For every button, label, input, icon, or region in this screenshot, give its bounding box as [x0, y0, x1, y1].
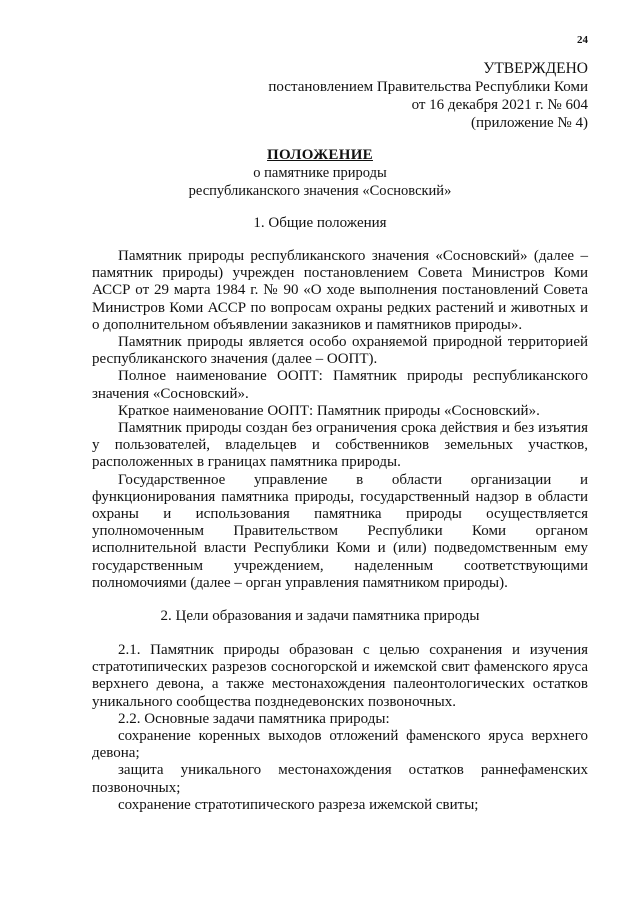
approval-line-2: постановлением Правительства Республики Коми [268, 79, 588, 95]
document-subtitle-line-1: о памятнике природы [253, 165, 387, 181]
section-2-body [92, 642, 588, 814]
approval-line-4: (приложение № 4) [470, 115, 588, 131]
approval-stamp [268, 60, 588, 132]
section-1-heading: 1. Общие положения [253, 215, 387, 231]
section-1-body [92, 248, 588, 592]
paragraph: сохранение стратотипического разреза ижемской свиты; [118, 796, 479, 813]
paragraph: Памятник природы является особо охраняемой природной территорией республиканского значения (далее – ООПТ). [92, 334, 588, 368]
paragraph: Государственное управление в области организации и функционирования памятника природы, государственный надзор в области охраны и использования памятника природы осуществляется уполномоченным Правительством Республики Коми органом исполнительной власти Республики Коми и (или) подведомственным ему государственным учреждением, наделенным соответствующими полномочиями (далее – орган управления памятником природы). [92, 471, 588, 591]
paragraph: защита уникального местонахождения остатков раннефаменских позвоночных; [92, 762, 588, 796]
approval-line-3: от 16 декабря 2021 г. № 604 [411, 97, 588, 113]
document-subtitle-line-2: республиканского значения «Сосновский» [188, 183, 452, 199]
paragraph: Краткое наименование ООПТ: Памятник природы «Сосновский». [118, 402, 540, 419]
paragraph: 2.1. Памятник природы образован с целью сохранения и изучения стратотипических разрезов сосногорской и ижемской свит фаменского яруса верхнего девона, а также местонахождения палеонтологических остатков уникального сообщества позднедевонских позвоночных. [92, 642, 588, 710]
paragraph: сохранение коренных выходов отложений фаменского яруса верхнего девона; [92, 728, 588, 762]
paragraph: 2.2. Основные задачи памятника природы: [118, 710, 390, 727]
page-number: 24 [577, 34, 588, 46]
paragraph: Памятник природы создан без ограничения срока действия и без изъятия у пользователей, владельцев и собственников земельных участков, расположенных в границах памятника природы. [92, 420, 588, 471]
document-title: ПОЛОЖЕНИЕ [267, 147, 373, 163]
approval-line-1: УТВЕРЖДЕНО [483, 60, 588, 77]
title-block [0, 146, 640, 200]
paragraph: Полное наименование ООПТ: Памятник природы республиканского значения «Сосновский». [92, 368, 588, 402]
paragraph: Памятник природы республиканского значения «Сосновский» (далее – памятник природы) учрежден постановлением Совета Министров Коми АССР от 29 марта 1984 г. № 90 «О ходе выполнения постановлений Совета Министров Коми АССР по вопросам охраны редких растений и животных и о дополнительном объявлении заказников и памятников природы». [92, 248, 588, 333]
section-2-heading: 2. Цели образования и задачи памятника природы [160, 608, 480, 624]
